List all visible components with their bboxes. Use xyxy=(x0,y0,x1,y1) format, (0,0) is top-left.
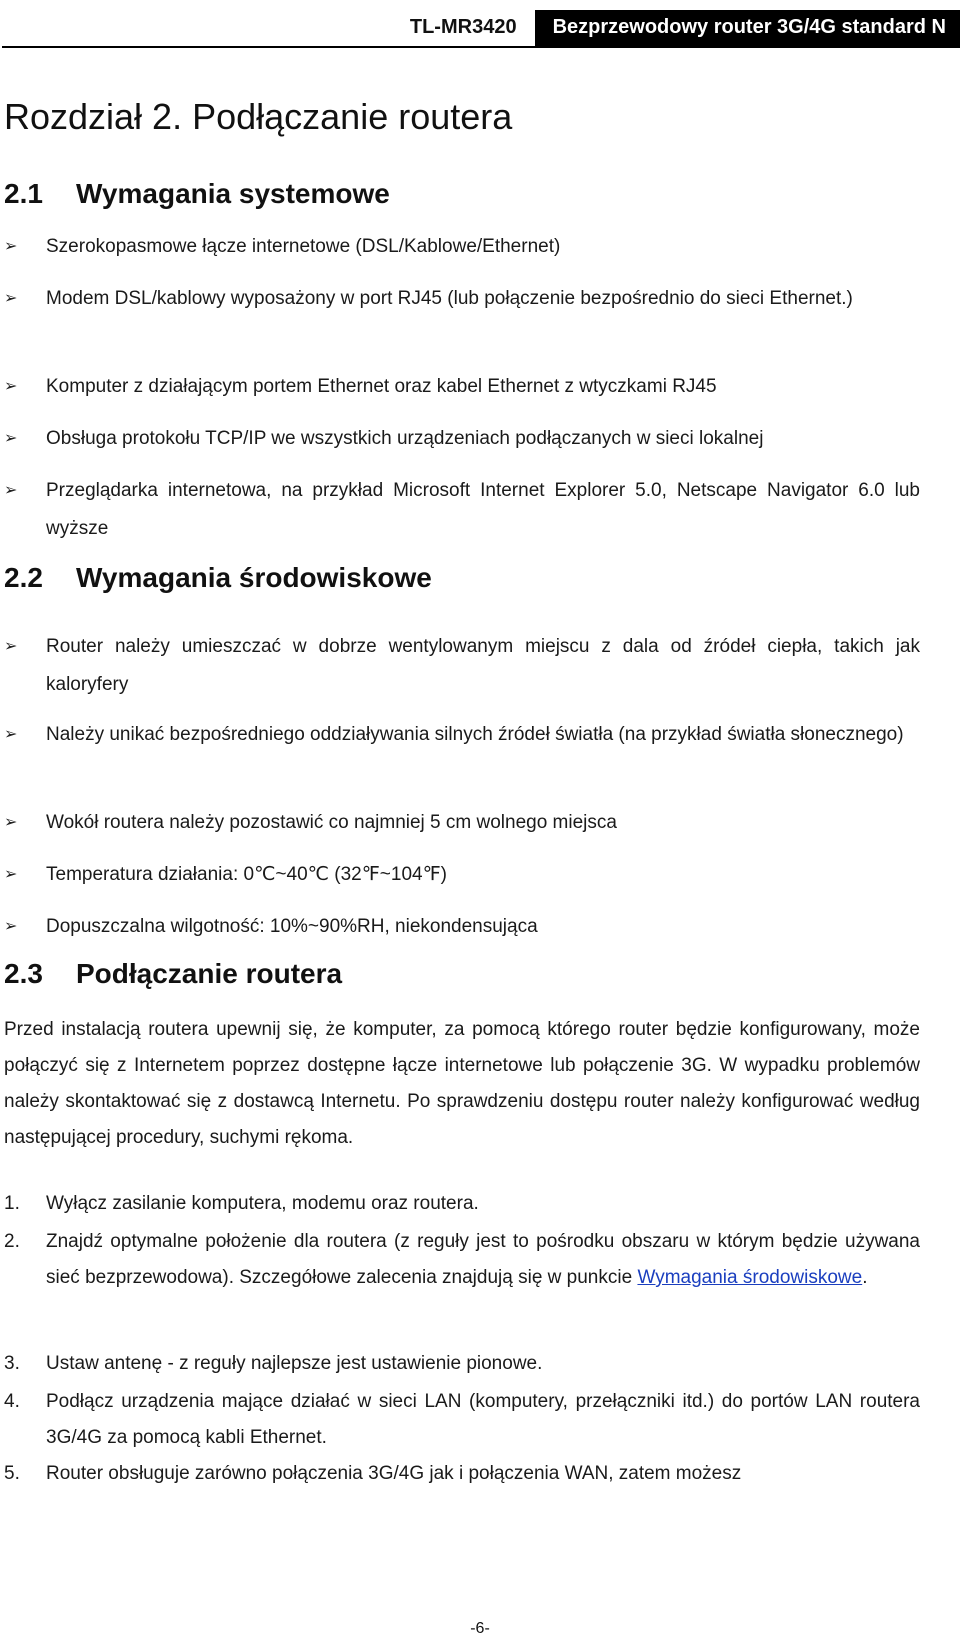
arrow-bullet-icon: ➢ xyxy=(4,238,18,255)
step-item: 1. Wyłącz zasilanie komputera, modemu oraz routera. xyxy=(4,1186,920,1222)
section-heading-2-1 xyxy=(4,178,390,210)
list-item: ➢ Przeglądarka internetowa, na przykład Microsoft Internet Explorer 5.0, Netscape Navigator 6.0 lub wyższe xyxy=(4,472,920,548)
arrow-bullet-icon: ➢ xyxy=(4,726,18,743)
step-item: 4. Podłącz urządzenia mające działać w sieci LAN (komputery, przełączniki itd.) do portów LAN routera 3G/4G za pomocą kabli Ethernet. xyxy=(4,1384,920,1456)
arrow-bullet-icon: ➢ xyxy=(4,814,18,831)
list-item: ➢ Komputer z działającym portem Ethernet oraz kabel Ethernet z wtyczkami RJ45 xyxy=(4,368,920,406)
link-wymagania-srodowiskowe[interactable]: Wymagania środowiskowe xyxy=(637,1267,863,1288)
step-item: 3. Ustaw antenę - z reguły najlepsze jest ustawienie pionowe. xyxy=(4,1346,920,1382)
arrow-bullet-icon: ➢ xyxy=(4,430,18,447)
section-number: 2.2 xyxy=(4,562,43,593)
page-header xyxy=(398,10,960,46)
arrow-bullet-icon: ➢ xyxy=(4,378,18,395)
list-item: ➢ Temperatura działania: 0℃~40℃ (32℉~104℉) xyxy=(4,856,920,894)
chapter-title: Rozdział 2. Podłączanie routera xyxy=(4,96,513,137)
step-number: 2. xyxy=(4,1231,20,1252)
section-heading-2-3 xyxy=(4,958,342,990)
step-number: 3. xyxy=(4,1353,20,1374)
section-heading-2-2 xyxy=(4,562,432,594)
header-rule xyxy=(2,46,960,48)
arrow-bullet-icon: ➢ xyxy=(4,866,18,883)
intro-paragraph: Przed instalacją routera upewnij się, że komputer, za pomocą którego router będzie konfigurowany, może połączyć się z Internetem poprzez dostępne łącze internetowe lub połączenie 3G. W wypadku problemów należy skontaktować się z dostawcą Internetu. Po sprawdzeniu dostępu router należy konfigurować według następującej procedury, suchymi rękoma. xyxy=(4,1019,920,1148)
list-item: ➢ Modem DSL/kablowy wyposażony w port RJ45 (lub połączenie bezpośrednio do sieci Ethernet.) xyxy=(4,280,920,318)
section-title: Wymagania systemowe xyxy=(76,178,390,209)
list-item: ➢ Wokół routera należy pozostawić co najmniej 5 cm wolnego miejsca xyxy=(4,804,920,842)
list-item: ➢ Należy unikać bezpośredniego oddziaływania silnych źródeł światła (na przykład światła słonecznego) xyxy=(4,716,920,754)
list-item: ➢ Obsługa protokołu TCP/IP we wszystkich urządzeniach podłączanych w sieci lokalnej xyxy=(4,420,920,458)
arrow-bullet-icon: ➢ xyxy=(4,918,18,935)
step-number: 5. xyxy=(4,1463,20,1484)
section-title: Wymagania środowiskowe xyxy=(76,562,432,593)
step-item: 5. Router obsługuje zarówno połączenia 3G/4G jak i połączenia WAN, zatem możesz xyxy=(4,1456,920,1492)
arrow-bullet-icon: ➢ xyxy=(4,482,18,499)
section-number: 2.1 xyxy=(4,178,43,209)
page-number: -6- xyxy=(470,1620,490,1637)
arrow-bullet-icon: ➢ xyxy=(4,638,18,655)
section-title: Podłączanie routera xyxy=(76,958,343,989)
list-item: ➢ Router należy umieszczać w dobrze wentylowanym miejscu z dala od źródeł ciepła, takich jak kaloryfery xyxy=(4,628,920,704)
section-number: 2.3 xyxy=(4,958,43,989)
step-number: 4. xyxy=(4,1391,20,1412)
arrow-bullet-icon: ➢ xyxy=(4,290,18,307)
step-item: 2. Znajdź optymalne położenie dla routera (z reguły jest to pośrodku obszaru w którym będzie używana sieć bezprzewodowa). Szczegółowe zalecenia znajdują się w punkcie Wymagania środowiskowe. xyxy=(4,1224,920,1296)
list-item: ➢ Szerokopasmowe łącze internetowe (DSL/Kablowe/Ethernet) xyxy=(4,228,920,266)
list-item: ➢ Dopuszczalna wilgotność: 10%~90%RH, niekondensująca xyxy=(4,908,920,946)
header-model: TL-MR3420 xyxy=(409,16,517,38)
step-number: 1. xyxy=(4,1193,20,1214)
header-description: Bezprzewodowy router 3G/4G standard N xyxy=(535,10,960,46)
